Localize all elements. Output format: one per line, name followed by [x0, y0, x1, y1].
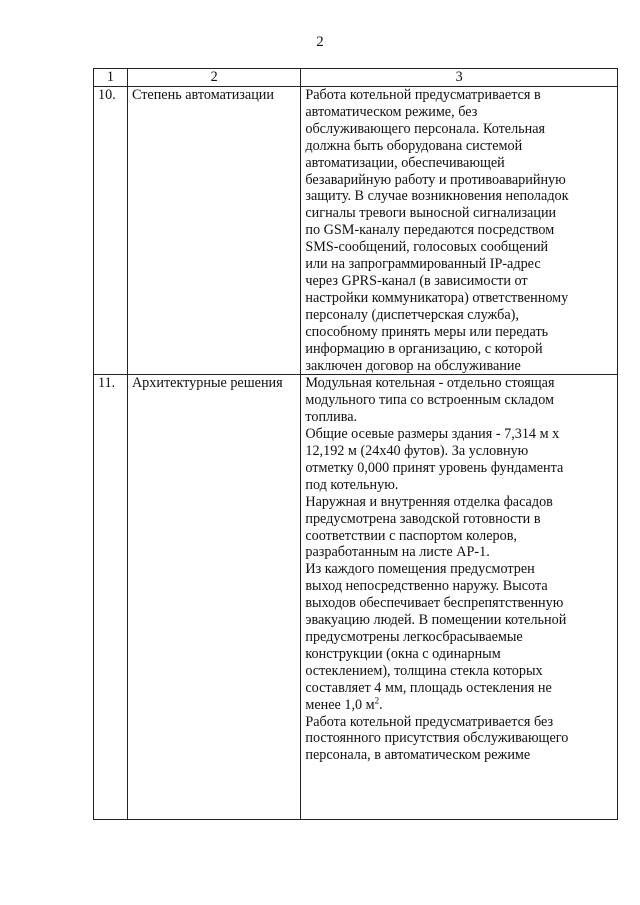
description-line: сигналы тревоги выносной сигнализации — [305, 205, 557, 222]
column-header-2: 2 — [127, 69, 300, 87]
table-row — [94, 87, 618, 375]
row-number: 10. — [94, 87, 128, 375]
description-line: персоналу (диспетчерская служба), — [305, 306, 519, 323]
description-line: способному принять меры или передать — [305, 323, 549, 340]
description-line: должна быть оборудована системой — [305, 137, 523, 154]
row-description — [301, 87, 618, 375]
description-line: настройки коммуникатора) ответственному — [305, 289, 569, 306]
description-line: по GSM-каналу передаются посредством — [305, 222, 555, 239]
square-superscript: 2 — [374, 694, 380, 705]
table-row — [94, 375, 618, 820]
area-text: менее 1,0 м — [305, 696, 375, 713]
description-line: конструкции (окна с одинарным — [305, 645, 501, 662]
description-line: топлива. — [305, 409, 358, 426]
table-header-row — [94, 69, 618, 87]
description-line: под котельную. — [305, 476, 399, 493]
description-line: 12,192 м (24х40 футов). За условную — [305, 443, 529, 460]
description-line-area — [305, 694, 613, 714]
description-line: через GPRS-канал (в зависимости от — [305, 272, 528, 289]
description-line: остеклением), толщина стекла которых — [305, 662, 543, 679]
specification-table — [93, 68, 618, 820]
column-header-3: 3 — [301, 69, 618, 87]
page-number: 2 — [316, 34, 324, 50]
description-line: заключен договор на обслуживание — [305, 357, 521, 374]
description-line: постоянного присутствия обслуживающего — [305, 730, 569, 747]
description-line: предусмотрена заводской готовности в — [305, 510, 541, 527]
description-line: обслуживающего персонала. Котельная — [305, 120, 546, 137]
description-line: автоматическом режиме, без — [305, 103, 478, 120]
description-line: выходов обеспечивает беспрепятственную — [305, 595, 564, 612]
row-description — [301, 375, 618, 820]
description-line: SMS-сообщений, голосовых сообщений — [305, 239, 549, 256]
description-line: автоматизации, обеспечивающей — [305, 154, 505, 171]
description-line: безаварийную работу и противоаварийную — [305, 171, 566, 188]
description-line: модульного типа со встроенным складом — [305, 392, 554, 409]
description-line: Из каждого помещения предусмотрен — [305, 561, 535, 578]
description-line: отметку 0,000 принят уровень фундамента — [305, 459, 564, 476]
description-line: составляет 4 мм, площадь остекления не — [305, 679, 552, 696]
description-line: предусмотрены легкосбрасываемые — [305, 629, 523, 645]
row-parameter: Степень автоматизации — [127, 87, 300, 375]
description-line: разработанным на листе АР-1. — [305, 544, 490, 561]
description-line: эвакуацию людей. В помещении котельной — [305, 612, 567, 629]
description-line: информацию в организацию, с которой — [305, 340, 543, 357]
row-number: 11. — [94, 375, 128, 820]
description-line: Общие осевые размеры здания - 7,314 м х — [305, 426, 560, 443]
description-line: Работа котельной предусматривается без — [305, 713, 554, 730]
area-period: . — [379, 696, 383, 713]
description-line: Работа котельной предусматривается в — [305, 87, 541, 103]
description-line: Модульная котельная - отдельно стоящая — [305, 375, 555, 392]
description-line: соответствии с паспортом колеров, — [305, 527, 517, 544]
column-header-1: 1 — [94, 69, 128, 87]
description-line: защиту. В случае возникновения неполадок — [305, 188, 569, 205]
row-parameter: Архитектурные решения — [127, 375, 300, 820]
description-line: персонала, в автоматическом режиме — [305, 747, 531, 764]
description-line: или на запрограммированный IP-адрес — [305, 256, 541, 273]
description-line: Наружная и внутренняя отделка фасадов — [305, 493, 553, 510]
description-line: выход непосредственно наружу. Высота — [305, 578, 548, 595]
